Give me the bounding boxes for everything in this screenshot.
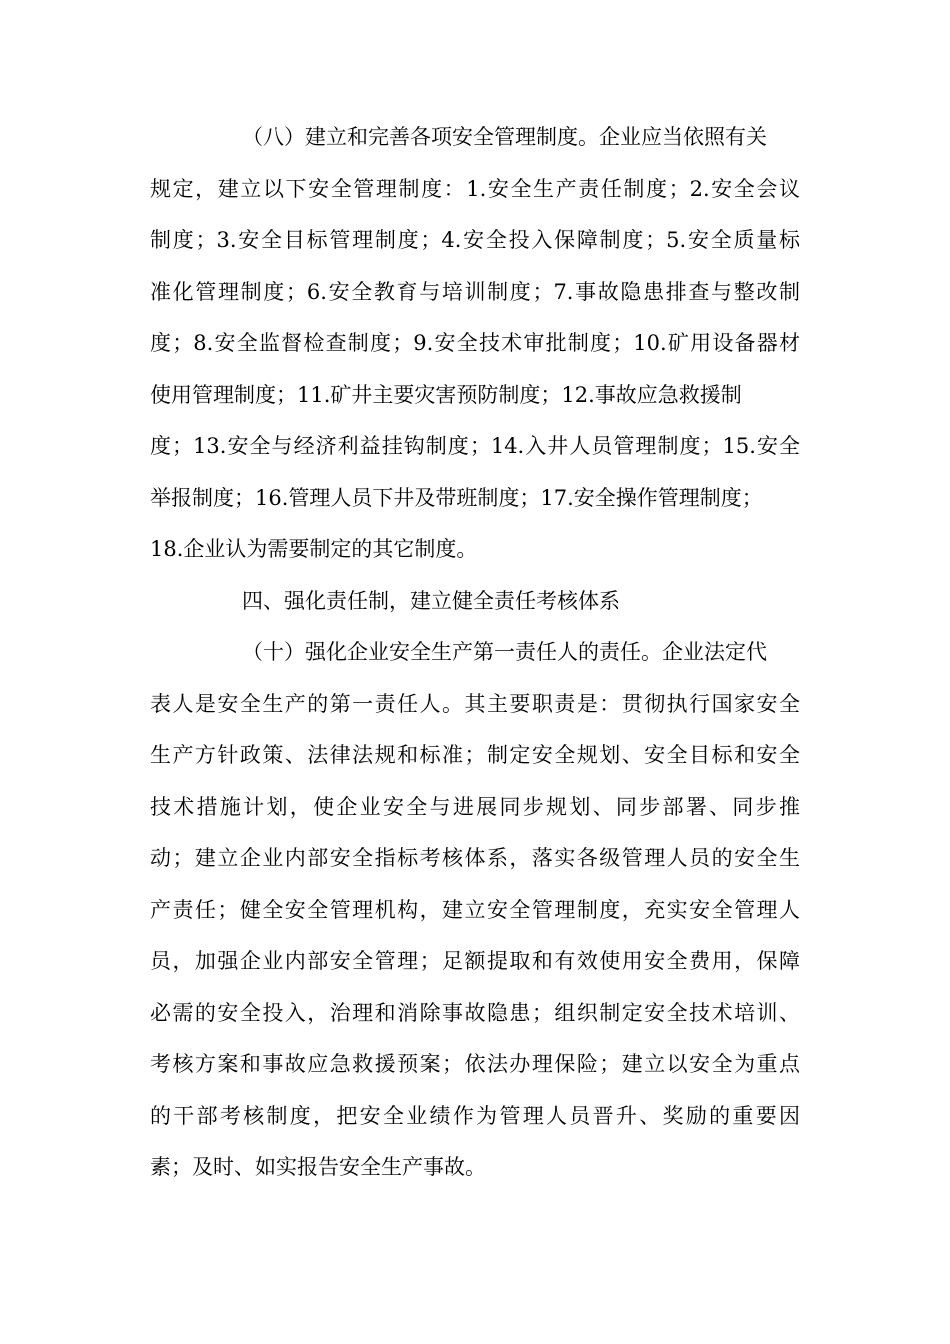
- paragraph-line: （十）强化企业安全生产第一责任人的责任。企业法定代: [242, 640, 767, 664]
- paragraph-line: 规定，建立以下安全管理制度：1.安全生产责任制度；2.安全会议: [150, 176, 800, 201]
- section-8-paragraph: [150, 112, 800, 576]
- paragraph-line: 素；及时、如实报告安全生产事故。: [150, 1155, 486, 1179]
- paragraph-line: 18.企业认为需要制定的其它制度。: [150, 537, 478, 561]
- paragraph-line: 举报制度；16.管理人员下井及带班制度；17.安全操作管理制度；: [150, 485, 763, 510]
- paragraph-line: 度；8.安全监督检查制度；9.安全技术审批制度；10.矿用设备器材: [150, 331, 800, 355]
- paragraph-line: 度；13.安全与经济利益挂钩制度；14.入井人员管理制度；15.安全: [150, 434, 800, 458]
- paragraph-line: 动；建立企业内部安全指标考核体系，落实各级管理人员的安全生: [150, 846, 800, 870]
- paragraph-line: 生产方针政策、法律法规和标准；制定安全规划、安全目标和安全: [150, 743, 800, 767]
- paragraph-line: 员，加强企业内部安全管理；足额提取和有效使用安全费用，保障: [150, 949, 800, 973]
- paragraph-line: 产责任；健全安全管理机构，建立安全管理制度，充实安全管理人: [150, 897, 800, 922]
- section-10-paragraph: [150, 627, 800, 1194]
- paragraph-line: 技术措施计划，使企业安全与进展同步规划、同步部署、同步推: [150, 794, 800, 819]
- paragraph-line: 的干部考核制度，把安全业绩作为管理人员晋升、奖励的重要因: [150, 1103, 800, 1128]
- paragraph-line: 表人是安全生产的第一责任人。其主要职责是：贯彻执行国家安全: [150, 691, 800, 716]
- section-heading: 四、强化责任制，建立健全责任考核体系: [242, 588, 620, 613]
- paragraph-line: 准化管理制度；6.安全教育与培训制度；7.事故隐患排查与整改制: [150, 279, 800, 304]
- paragraph-line: 制度；3.安全目标管理制度；4.安全投入保障制度；5.安全质量标: [150, 228, 800, 252]
- document-body: [150, 112, 800, 1194]
- paragraph-line: 必需的安全投入，治理和消除事故隐患；组织制定安全技术培训、: [150, 1000, 800, 1025]
- paragraph-line: 考核方案和事故应急救援预案；依法办理保险；建立以安全为重点: [150, 1052, 800, 1076]
- paragraph-line: （八）建立和完善各项安全管理制度。企业应当依照有关: [242, 125, 767, 149]
- paragraph-line: 使用管理制度；11.矿井主要灾害预防制度；12.事故应急救援制: [150, 382, 742, 407]
